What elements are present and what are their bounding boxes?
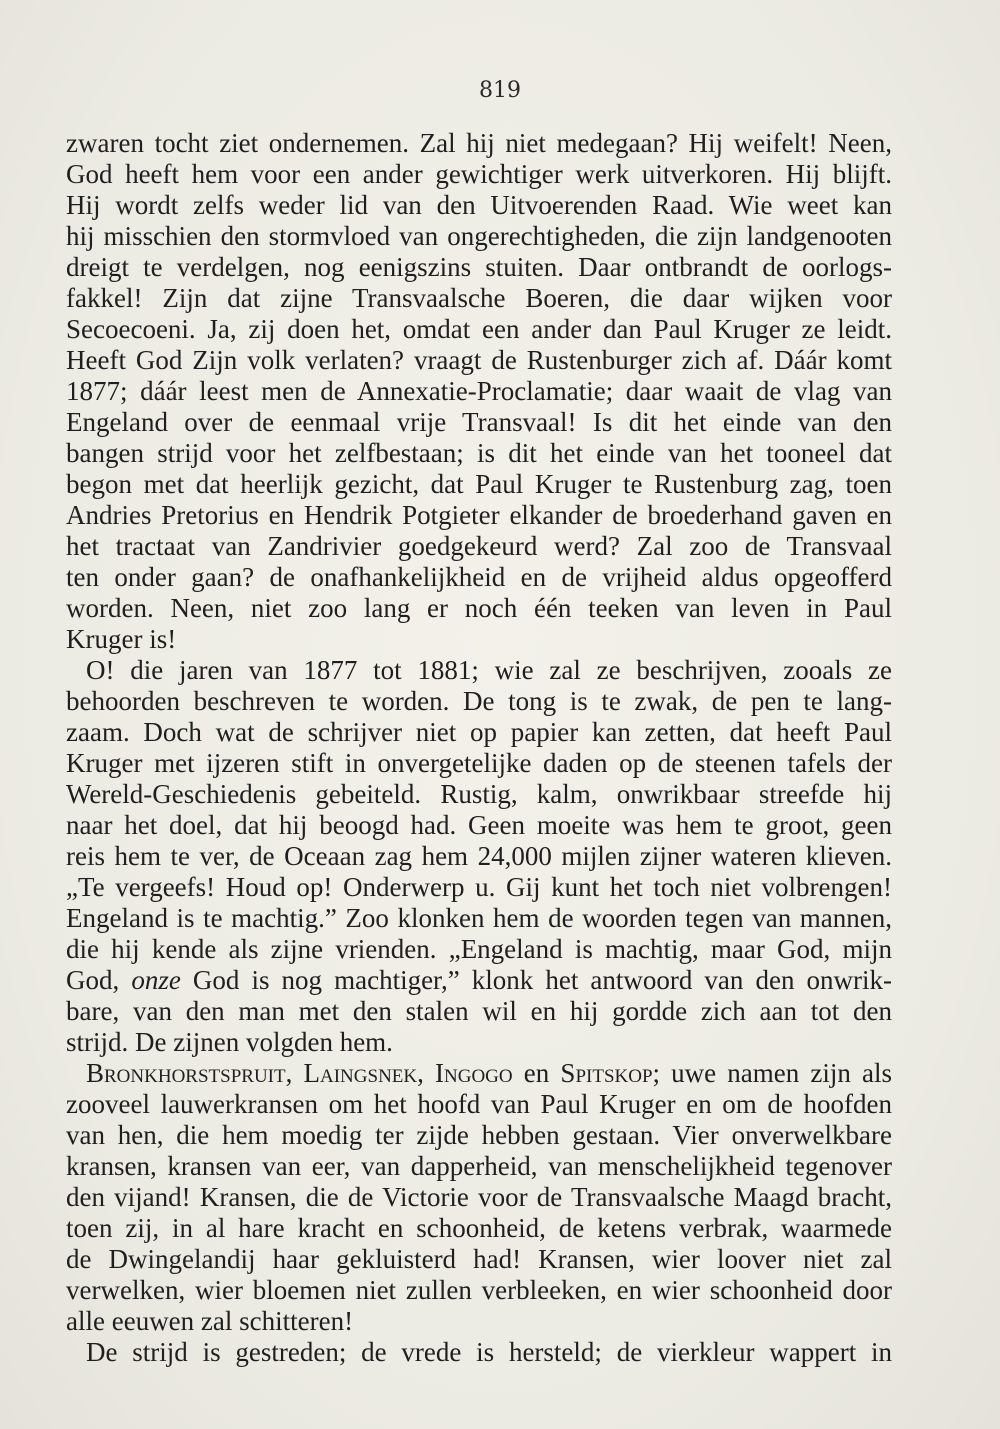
page-number: 819 xyxy=(479,78,521,103)
text-line: het tractaat van Zandrivier goedgekeurd werd? Zal zoo de Transvaal xyxy=(66,531,892,561)
place-name: Bronkhorstspruit xyxy=(86,1058,286,1088)
separator: , xyxy=(417,1058,436,1088)
place-name: Ingogo xyxy=(435,1058,513,1088)
text-line: Secoecoeni. Ja, zij doen het, omdat een ander dan Paul Kruger ze leidt. xyxy=(66,314,892,344)
paragraph-end-line: Kruger is! xyxy=(66,624,177,654)
text-line: 1877; dáár leest men de Annexatie-Proclamatie; daar waait de vlag van xyxy=(66,376,892,406)
text-line: zooveel lauwerkransen om het hoofd van Paul Kruger en om de hoofden xyxy=(66,1089,892,1119)
place-names-line xyxy=(66,1058,892,1089)
text-line: dreigt te verdelgen, nog eenigszins stuiten. Daar ontbrandt de oorlogs- xyxy=(66,252,892,282)
line-text-after: God is nog machtiger,” klonk het antwoord van den onwrik- xyxy=(180,965,893,995)
text-line: fakkel! Zijn dat zijne Transvaalsche Boeren, die daar wijken voor xyxy=(66,283,892,313)
body-text xyxy=(66,128,892,1368)
place-name: Spitskop xyxy=(560,1058,653,1088)
paragraph-start-line: O! die jaren van 1877 tot 1881; wie zal ze beschrijven, zooals ze xyxy=(86,655,892,685)
italic-word: onze xyxy=(131,965,181,995)
text-line: Andries Pretorius en Hendrik Potgieter elkander de broederhand gaven en xyxy=(66,500,892,530)
text-line: begon met dat heerlijk gezicht, dat Paul Kruger te Rustenburg zag, toen xyxy=(66,469,892,499)
paragraph-end-line: strijd. De zijnen volgden hem. xyxy=(66,1027,393,1057)
text-line: die hij kende als zijne vrienden. „Engeland is machtig, maar God, mijn xyxy=(66,934,892,964)
text-line: Engeland over de eenmaal vrije Transvaal! Is dit het einde van den xyxy=(66,407,892,437)
text-line: naar het doel, dat hij beoogd had. Geen moeite was hem te groot, geen xyxy=(66,810,892,840)
text-line: Heeft God Zijn volk verlaten? vraagt de Rustenburger zich af. Dáár komt xyxy=(66,345,892,375)
separator: , xyxy=(285,1058,304,1088)
text-line: ten onder gaan? de onafhankelijkheid en de vrijheid aldus opgeofferd xyxy=(66,562,892,592)
text-line: God heeft hem voor een ander gewichtiger werk uitverkoren. Hij blijft. xyxy=(66,159,892,189)
text-line: toen zij, in al hare kracht en schoonheid, de ketens verbrak, waarmede xyxy=(66,1213,892,1243)
text-line: bangen strijd voor het zelfbestaan; is dit het einde van het tooneel dat xyxy=(66,438,892,468)
paragraph-start-line: De strijd is gestreden; de vrede is hersteld; de vierkleur wappert in xyxy=(86,1337,892,1367)
paragraph-end-line: alle eeuwen zal schitteren! xyxy=(66,1306,354,1336)
text-line: Kruger met ijzeren stift in onvergetelijke daden op de steenen tafels der xyxy=(66,748,892,778)
text-line: hij misschien den stormvloed van ongerechtigheden, die zijn landgenooten xyxy=(66,221,892,251)
text-line: „Te vergeefs! Houd op! Onderwerp u. Gij kunt het toch niet volbrengen! xyxy=(66,872,892,902)
text-line: Hij wordt zelfs weder lid van den Uitvoerenden Raad. Wie weet kan xyxy=(66,190,892,220)
text-line: worden. Neen, niet zoo lang er noch één teeken van leven in Paul xyxy=(66,593,892,623)
text-line: reis hem te ver, de Oceaan zag hem 24,000 mijlen zijner wateren klieven. xyxy=(66,841,892,871)
separator: en xyxy=(512,1058,561,1088)
text-line: Engeland is te machtig.” Zoo klonken hem de woorden tegen van mannen, xyxy=(66,903,892,933)
text-line: bare, van den man met den stalen wil en hij gordde zich aan tot den xyxy=(66,996,892,1026)
text-line: van hen, die hem moedig ter zijde hebben gestaan. Vier onverwelkbare xyxy=(66,1120,892,1150)
text-line: kransen, kransen van eer, van dapperheid, van menschelijkheid tegenover xyxy=(66,1151,892,1181)
text-line: behoorden beschreven te worden. De tong is te zwak, de pen te lang- xyxy=(66,686,892,716)
text-line: zaam. Doch wat de schrijver niet op papier kan zetten, dat heeft Paul xyxy=(66,717,892,747)
text-line: zwaren tocht ziet ondernemen. Zal hij niet medegaan? Hij weifelt! Neen, xyxy=(66,128,892,158)
place-name: Laingsnek xyxy=(303,1058,418,1088)
text-line: de Dwingelandij haar gekluisterd had! Kransen, wier loover niet zal xyxy=(66,1244,892,1274)
line-text-after: ; uwe namen zijn als xyxy=(652,1058,893,1088)
text-line: verwelken, wier bloemen niet zullen verbleeken, en wier schoonheid door xyxy=(66,1275,892,1305)
text-line-with-italic xyxy=(66,965,892,996)
text-line: Wereld-Geschiedenis gebeiteld. Rustig, kalm, onwrikbaar streefde hij xyxy=(66,779,892,809)
line-text-before: God, xyxy=(66,965,132,995)
text-line: den vijand! Kransen, die de Victorie voor de Transvaalsche Maagd bracht, xyxy=(66,1182,892,1212)
